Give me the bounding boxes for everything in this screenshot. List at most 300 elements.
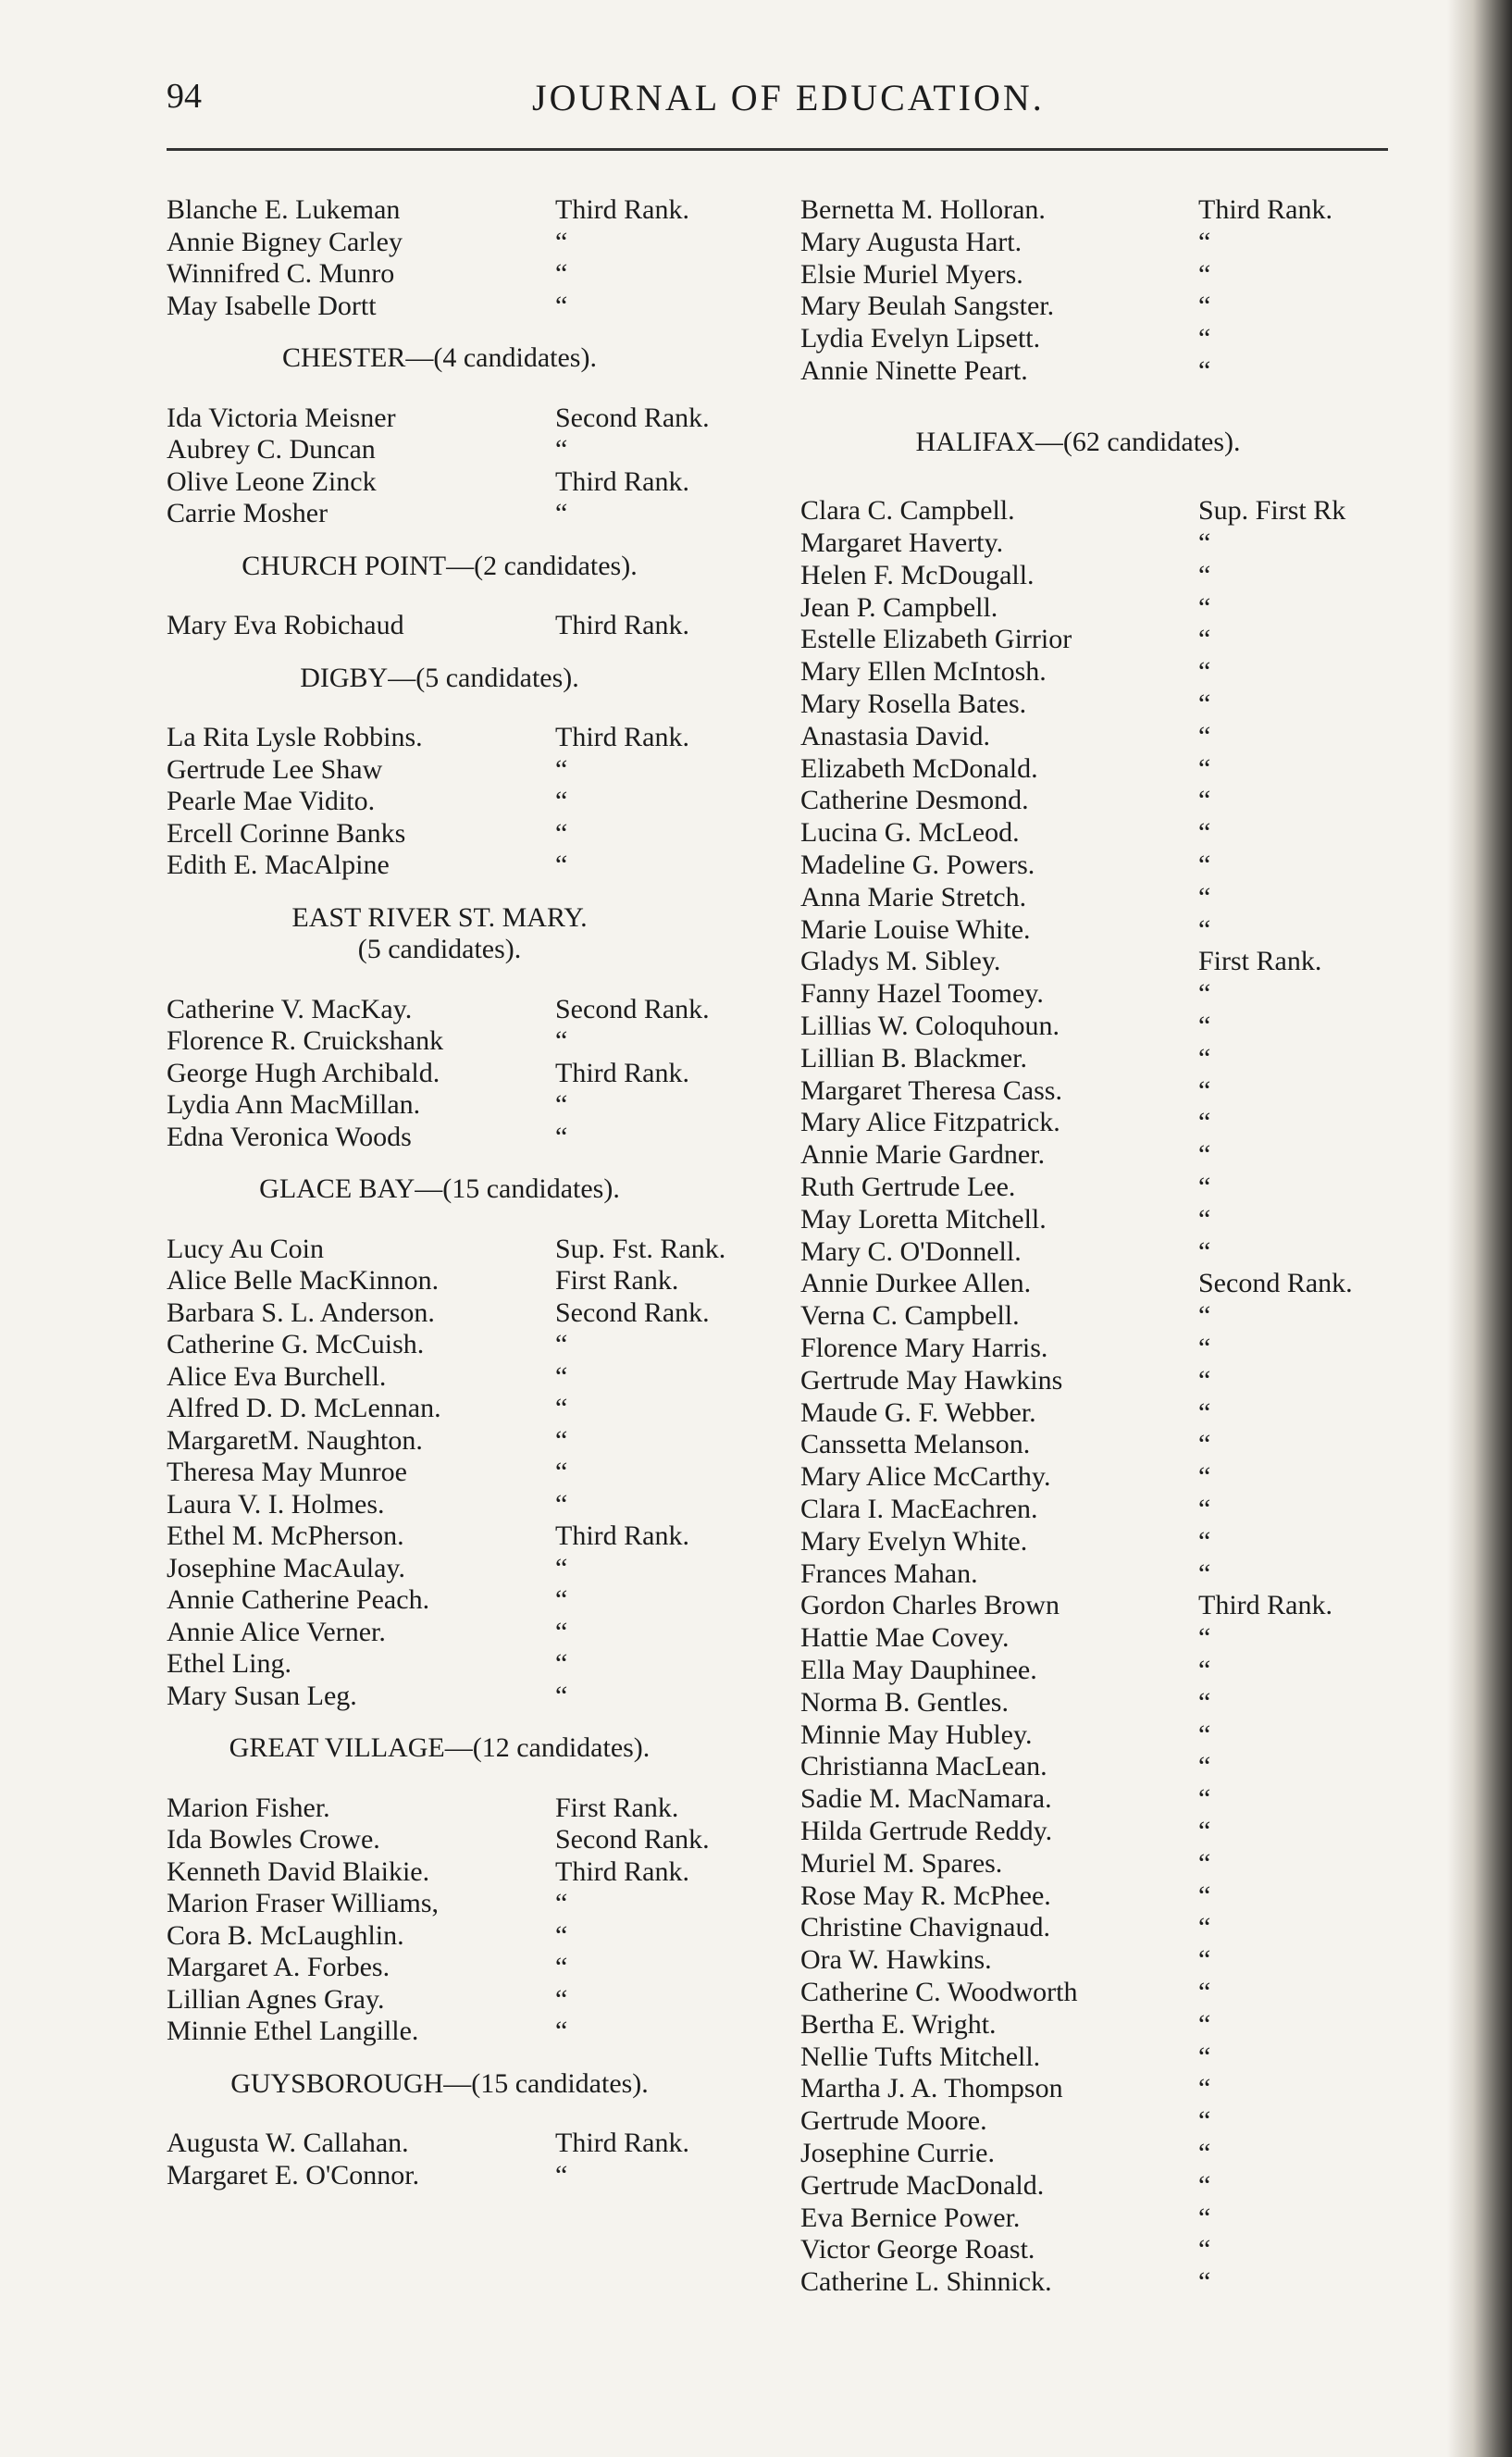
candidate-row <box>800 1944 1411 1977</box>
header-rule <box>167 148 1388 151</box>
candidate-row <box>800 1880 1411 1913</box>
candidate-name: Gordon Charles Brown <box>800 1590 1060 1621</box>
candidate-row <box>800 1204 1411 1236</box>
ditto-mark: “ <box>1198 2073 1211 2104</box>
ditto-mark: “ <box>1198 1880 1211 1911</box>
candidate-row <box>800 1429 1411 1461</box>
candidate-name: Frances Mahan. <box>800 1557 978 1589</box>
candidate-row <box>167 850 768 882</box>
candidate-row <box>167 498 768 530</box>
candidate-name: Blanche E. Lukeman <box>167 194 401 225</box>
candidate-name: Olive Leone Zinck <box>167 465 377 497</box>
candidate-name: Mary Eva Robichaud <box>167 610 404 640</box>
ditto-mark: “ <box>1198 1429 1211 1460</box>
candidate-name: Augusta W. Callahan. <box>167 2128 409 2158</box>
page-header <box>167 76 1388 131</box>
section-heading <box>167 663 768 695</box>
ditto-mark: “ <box>1198 591 1211 623</box>
candidate-name: Lucy Au Coin <box>167 1233 324 1264</box>
candidate-row <box>800 1107 1411 1139</box>
candidate-name: Muriel M. Spares. <box>800 1847 1003 1879</box>
ditto-mark: “ <box>1198 258 1211 290</box>
candidate-name: Laura V. I. Holmes. <box>167 1488 385 1520</box>
ditto-mark: “ <box>555 1952 568 1982</box>
ditto-mark: “ <box>555 1552 568 1583</box>
candidate-name: Lydia Evelyn Lipsett. <box>800 323 1041 354</box>
candidate-name: Ercell Corinne Banks <box>167 817 406 849</box>
section-heading <box>167 2068 768 2101</box>
ditto-mark: “ <box>1198 2266 1211 2298</box>
candidate-name: Anna Marie Stretch. <box>800 881 1027 912</box>
ditto-mark: “ <box>555 1360 568 1392</box>
candidate-row <box>167 403 768 435</box>
ditto-mark: “ <box>1198 226 1211 257</box>
candidate-name: Hattie Mae Covey. <box>800 1622 1010 1654</box>
ditto-mark: “ <box>1198 1912 1211 1943</box>
candidate-row <box>167 1617 768 1649</box>
candidate-row <box>800 2105 1411 2138</box>
ditto-mark: “ <box>1198 850 1211 881</box>
ditto-mark: “ <box>555 1616 568 1647</box>
candidate-name: Ethel M. McPherson. <box>167 1520 404 1551</box>
candidate-name: MargaretM. Naughton. <box>167 1424 423 1456</box>
candidate-row <box>800 978 1411 1011</box>
candidate-name: Ida Victoria Meisner <box>167 402 396 433</box>
candidate-row <box>167 1888 768 1920</box>
candidate-name: Margaret Haverty. <box>800 527 1004 559</box>
candidate-name: Madeline G. Powers. <box>800 850 1035 881</box>
candidate-row <box>167 1025 768 1058</box>
ditto-mark: “ <box>1198 1139 1211 1171</box>
ditto-mark: “ <box>555 850 568 880</box>
ditto-mark: “ <box>1198 2041 1211 2072</box>
candidate-row <box>167 1648 768 1681</box>
ditto-mark: “ <box>555 753 568 785</box>
candidate-name: Norma B. Gentles. <box>800 1686 1009 1718</box>
candidate-name: Jean P. Campbell. <box>800 591 998 623</box>
ditto-mark: “ <box>1198 1719 1211 1750</box>
candidate-name: Gertrude Moore. <box>800 2105 987 2137</box>
ditto-mark: “ <box>1198 1300 1211 1332</box>
section-title: GLACE BAY—(15 candidates). <box>259 1173 620 1204</box>
section-heading <box>167 902 768 966</box>
candidate-name: Lucina G. McLeod. <box>800 817 1020 849</box>
candidate-row <box>800 914 1411 947</box>
ditto-mark: “ <box>1198 1815 1211 1846</box>
candidate-row <box>800 882 1411 914</box>
candidate-name: Margaret Theresa Cass. <box>800 1074 1062 1106</box>
candidate-name: Lillian Agnes Gray. <box>167 1983 385 2015</box>
ditto-mark: “ <box>1198 1011 1211 1042</box>
candidate-row <box>800 259 1411 292</box>
section-heading <box>167 342 768 375</box>
candidate-name: May Loretta Mitchell. <box>800 1203 1047 1235</box>
ditto-mark: “ <box>555 1424 568 1456</box>
candidate-name: Sadie M. MacNamara. <box>800 1783 1052 1815</box>
candidate-name: Kenneth David Blaikie. <box>167 1855 430 1887</box>
candidate-row <box>167 1984 768 2016</box>
candidate-name: Minnie Ethel Langille. <box>167 2016 419 2046</box>
ditto-mark: “ <box>1198 2008 1211 2040</box>
candidate-row <box>167 227 768 259</box>
candidate-row <box>167 1089 768 1122</box>
candidate-name: Ruth Gertrude Lee. <box>800 1172 1016 1203</box>
candidate-rank: Third Rank. <box>555 610 689 640</box>
candidate-row <box>800 2266 1411 2299</box>
ditto-mark: “ <box>1198 1042 1211 1073</box>
candidate-name: George Hugh Archibald. <box>167 1057 440 1088</box>
candidate-name: Clara C. Campbell. <box>800 495 1015 527</box>
candidate-row <box>800 1848 1411 1880</box>
candidate-row <box>800 1977 1411 2009</box>
candidate-row <box>167 1425 768 1458</box>
candidate-name: Florence R. Cruickshank <box>167 1025 444 1056</box>
candidate-name: Florence Mary Harris. <box>800 1333 1048 1363</box>
candidate-rank: Third Rank. <box>1198 194 1332 225</box>
candidate-name: Canssetta Melanson. <box>800 1429 1031 1460</box>
candidate-rank: Third Rank. <box>555 1855 689 1887</box>
ditto-mark: “ <box>555 1089 568 1120</box>
section-heading <box>167 1732 768 1765</box>
candidate-name: Gertrude May Hawkins <box>800 1364 1063 1396</box>
candidate-row <box>800 1783 1411 1816</box>
candidate-row <box>800 291 1411 323</box>
candidate-name: Pearle Mae Vidito. <box>167 786 376 816</box>
candidate-name: Fanny Hazel Toomey. <box>800 978 1044 1010</box>
candidate-row <box>167 1681 768 1713</box>
candidate-rank: Second Rank. <box>1198 1268 1353 1299</box>
ditto-mark: “ <box>555 2016 568 2046</box>
candidate-row <box>800 817 1411 850</box>
candidate-rank: Second Rank. <box>555 1297 710 1328</box>
candidate-name: Victor George Roast. <box>800 2234 1035 2265</box>
ditto-mark: “ <box>1198 720 1211 751</box>
candidate-name: Winnifred C. Munro <box>167 258 395 289</box>
candidate-name: Marie Louise White. <box>800 913 1031 945</box>
candidate-row <box>167 1793 768 1825</box>
candidate-name: Mary C. O'Donnell. <box>800 1235 1022 1267</box>
section-title: GREAT VILLAGE—(12 candidates). <box>229 1732 651 1763</box>
candidate-row <box>800 1751 1411 1783</box>
candidate-row <box>800 355 1411 388</box>
ditto-mark: “ <box>1198 1783 1211 1815</box>
candidate-name: Maude G. F. Webber. <box>800 1396 1036 1428</box>
candidate-row <box>167 258 768 291</box>
candidate-name: Catherine C. Woodworth <box>800 1976 1078 2007</box>
ditto-mark: “ <box>1198 354 1211 386</box>
candidate-row <box>800 2041 1411 2074</box>
ditto-mark: “ <box>1198 1493 1211 1524</box>
candidate-name: Christine Chavignaud. <box>800 1912 1050 1943</box>
candidate-name: Carrie Mosher <box>167 498 328 528</box>
candidate-row <box>167 1393 768 1425</box>
candidate-name: Catherine Desmond. <box>800 785 1029 816</box>
ditto-mark: “ <box>555 1680 568 1711</box>
candidate-name: Theresa May Munroe <box>167 1457 407 1487</box>
candidate-row <box>800 1075 1411 1108</box>
candidate-name: Ella May Dauphinee. <box>800 1654 1037 1685</box>
candidate-row <box>800 2234 1411 2266</box>
candidate-name: Martha J. A. Thompson <box>800 2073 1063 2104</box>
candidate-row <box>800 592 1411 625</box>
ditto-mark: “ <box>1198 1751 1211 1782</box>
candidate-row <box>800 1558 1411 1591</box>
candidate-rank: Sup. Fst. Rank. <box>555 1233 726 1264</box>
ditto-mark: “ <box>555 1919 568 1951</box>
candidate-row <box>800 1687 1411 1719</box>
candidate-name: Mary Alice McCarthy. <box>800 1461 1051 1493</box>
candidate-row <box>167 1361 768 1394</box>
candidate-rank: Third Rank. <box>555 1520 689 1551</box>
candidate-row <box>167 1520 768 1553</box>
scan-shadow-edge <box>1447 0 1512 2457</box>
candidate-row <box>800 753 1411 786</box>
ditto-mark: “ <box>1198 881 1211 912</box>
candidate-name: Josephine Currie. <box>800 2137 995 2168</box>
candidate-row <box>167 722 768 754</box>
candidate-row <box>167 434 768 466</box>
candidate-name: Alfred D. D. McLennan. <box>167 1393 441 1423</box>
candidate-name: Mary Beulah Sangster. <box>800 291 1055 322</box>
section-heading <box>167 1173 768 1206</box>
section-title: CHESTER—(4 candidates). <box>282 342 597 373</box>
ditto-mark: “ <box>1198 1622 1211 1654</box>
candidate-name: Christianna MacLean. <box>800 1751 1047 1782</box>
right-column <box>800 194 1411 2299</box>
candidate-name: Gladys M. Sibley. <box>800 946 1001 977</box>
candidate-rank: Second Rank. <box>555 993 710 1024</box>
candidate-name: Ida Bowles Crowe. <box>167 1824 380 1855</box>
ditto-mark: “ <box>1198 1333 1211 1363</box>
candidate-name: Josephine MacAulay. <box>167 1552 405 1583</box>
candidate-row <box>167 466 768 499</box>
candidate-name: Mary Rosella Bates. <box>800 689 1027 720</box>
candidate-name: Nellie Tufts Mitchell. <box>800 2041 1041 2072</box>
candidate-row <box>800 946 1411 978</box>
ditto-mark: “ <box>1198 1172 1211 1203</box>
left-column <box>167 194 768 2191</box>
candidate-name: Annie Ninette Peart. <box>800 354 1028 386</box>
candidate-name: Marion Fisher. <box>167 1792 330 1823</box>
candidate-name: Mary Alice Fitzpatrick. <box>800 1107 1060 1138</box>
candidate-name: Ethel Ling. <box>167 1648 291 1679</box>
candidate-row <box>800 1461 1411 1494</box>
candidate-row <box>167 754 768 787</box>
ditto-mark: “ <box>555 1584 568 1615</box>
candidate-rank: Third Rank. <box>1198 1590 1332 1621</box>
candidate-name: Rose May R. McPhee. <box>800 1880 1051 1911</box>
candidate-rank: First Rank. <box>555 1265 679 1296</box>
candidate-name: Alice Belle MacKinnon. <box>167 1265 440 1296</box>
candidate-name: Clara I. MacEachren. <box>800 1493 1038 1524</box>
ditto-mark: “ <box>555 1648 568 1679</box>
candidate-name: Alice Eva Burchell. <box>167 1360 387 1392</box>
ditto-mark: “ <box>1198 527 1211 559</box>
candidate-name: Margaret A. Forbes. <box>167 1952 390 1982</box>
ditto-mark: “ <box>1198 1396 1211 1428</box>
ditto-mark: “ <box>555 1983 568 2015</box>
candidate-row <box>167 1553 768 1585</box>
ditto-mark: “ <box>1198 689 1211 720</box>
candidate-row <box>167 1920 768 1953</box>
candidate-row <box>167 2128 768 2160</box>
ditto-mark: “ <box>1198 291 1211 322</box>
candidate-row <box>800 1333 1411 1365</box>
candidate-name: Barbara S. L. Anderson. <box>167 1297 435 1328</box>
ditto-mark: “ <box>555 226 568 257</box>
candidate-name: Annie Durkee Allen. <box>800 1268 1032 1299</box>
candidate-row <box>800 850 1411 882</box>
candidate-row <box>800 495 1411 527</box>
candidate-name: Mary Ellen McIntosh. <box>800 656 1047 688</box>
candidate-name: Gertrude Lee Shaw <box>167 753 383 785</box>
ditto-mark: “ <box>555 1888 568 1918</box>
ditto-mark: “ <box>1198 1944 1211 1976</box>
page-number: 94 <box>167 77 202 116</box>
candidate-row <box>800 1300 1411 1333</box>
candidate-name: May Isabelle Dortt <box>167 290 377 321</box>
candidate-name: Elizabeth McDonald. <box>800 752 1038 784</box>
candidate-row <box>167 1457 768 1489</box>
ditto-mark: “ <box>555 2159 568 2190</box>
candidate-row <box>800 2073 1411 2105</box>
ditto-mark: “ <box>1198 1203 1211 1235</box>
candidate-name: Mary Evelyn White. <box>800 1525 1028 1557</box>
ditto-mark: “ <box>1198 1654 1211 1685</box>
candidate-row <box>800 1494 1411 1526</box>
candidate-row <box>800 227 1411 259</box>
candidate-row <box>167 1234 768 1266</box>
ditto-mark: “ <box>1198 2105 1211 2137</box>
candidate-row <box>800 656 1411 689</box>
candidate-name: Lillian B. Blackmer. <box>800 1042 1027 1073</box>
ditto-mark: “ <box>555 1121 568 1152</box>
candidate-name: Catherine V. MacKay. <box>167 993 413 1024</box>
candidate-name: Cora B. McLaughlin. <box>167 1919 404 1951</box>
candidate-name: Minnie May Hubley. <box>800 1719 1033 1750</box>
ditto-mark: “ <box>1198 559 1211 590</box>
candidate-row <box>800 721 1411 753</box>
ditto-mark: “ <box>555 817 568 849</box>
ditto-mark: “ <box>1198 323 1211 354</box>
journal-title: JOURNAL OF EDUCATION. <box>532 77 1045 118</box>
ditto-mark: “ <box>555 1457 568 1487</box>
candidate-row <box>167 1489 768 1521</box>
candidate-row <box>800 1655 1411 1687</box>
candidate-name: Mary Augusta Hart. <box>800 226 1022 257</box>
candidate-name: Margaret E. O'Connor. <box>167 2159 420 2190</box>
section-heading <box>167 551 768 583</box>
candidate-name: Gertrude MacDonald. <box>800 2169 1045 2201</box>
candidate-row <box>800 2009 1411 2041</box>
candidate-name: Catherine L. Shinnick. <box>800 2266 1052 2298</box>
candidate-row <box>800 1622 1411 1655</box>
ditto-mark: “ <box>1198 624 1211 655</box>
ditto-mark: “ <box>1198 913 1211 945</box>
candidate-rank: First Rank. <box>1198 946 1322 977</box>
candidate-name: Lillias W. Coloquhoun. <box>800 1011 1060 1042</box>
candidate-row <box>800 323 1411 355</box>
candidate-row <box>167 2016 768 2048</box>
candidate-name: La Rita Lysle Robbins. <box>167 722 423 752</box>
candidate-row <box>167 1952 768 1984</box>
candidate-row <box>800 1268 1411 1300</box>
ditto-mark: “ <box>555 1329 568 1359</box>
section-title: CHURCH POINT—(2 candidates). <box>242 550 638 581</box>
candidate-row <box>800 1912 1411 1944</box>
ditto-mark: “ <box>1198 1847 1211 1879</box>
ditto-mark: “ <box>1198 1235 1211 1267</box>
ditto-mark: “ <box>1198 2137 1211 2168</box>
candidate-row <box>167 994 768 1026</box>
ditto-mark: “ <box>555 1393 568 1423</box>
candidate-name: Elsie Muriel Myers. <box>800 258 1023 290</box>
candidate-row <box>800 1397 1411 1430</box>
section-subtitle: (5 candidates). <box>357 934 522 964</box>
section-title: GUYSBOROUGH—(15 candidates). <box>230 2067 649 2099</box>
ditto-mark: “ <box>1198 1557 1211 1589</box>
candidate-row <box>800 785 1411 817</box>
candidate-row <box>167 194 768 227</box>
candidate-name: Catherine G. McCuish. <box>167 1329 425 1359</box>
candidate-name: Verna C. Campbell. <box>800 1300 1020 1332</box>
candidate-name: Edna Veronica Woods <box>167 1121 412 1152</box>
candidate-row <box>167 2160 768 2192</box>
candidate-row <box>800 1043 1411 1075</box>
ditto-mark: “ <box>1198 1074 1211 1106</box>
candidate-rank: Third Rank. <box>555 722 689 752</box>
candidate-row <box>800 1816 1411 1848</box>
candidate-name: Annie Catherine Peach. <box>167 1584 430 1615</box>
candidate-row <box>800 1172 1411 1204</box>
candidate-row <box>800 1526 1411 1558</box>
candidate-row <box>800 689 1411 721</box>
ditto-mark: “ <box>555 1025 568 1056</box>
candidate-name: Eva Bernice Power. <box>800 2202 1021 2233</box>
candidate-name: Annie Bigney Carley <box>167 226 403 257</box>
ditto-mark: “ <box>1198 817 1211 849</box>
candidate-row <box>167 1265 768 1297</box>
candidate-name: Annie Alice Verner. <box>167 1616 386 1647</box>
candidate-row <box>167 1297 768 1330</box>
candidate-rank: Third Rank. <box>555 2128 689 2158</box>
candidate-row <box>167 818 768 850</box>
ditto-mark: “ <box>1198 785 1211 816</box>
ditto-mark: “ <box>555 434 568 465</box>
ditto-mark: “ <box>1198 752 1211 784</box>
candidate-row <box>167 1856 768 1889</box>
candidate-row <box>800 2138 1411 2170</box>
candidate-name: Bertha E. Wright. <box>800 2008 997 2040</box>
ditto-mark: “ <box>555 258 568 289</box>
candidate-row <box>167 1584 768 1617</box>
ditto-mark: “ <box>555 1488 568 1520</box>
ditto-mark: “ <box>1198 1461 1211 1493</box>
candidate-name: Annie Marie Gardner. <box>800 1139 1046 1171</box>
ditto-mark: “ <box>1198 2169 1211 2201</box>
candidate-name: Ora W. Hawkins. <box>800 1944 992 1976</box>
section-heading <box>800 427 1411 459</box>
ditto-mark: “ <box>555 290 568 321</box>
candidate-row <box>167 1824 768 1856</box>
candidate-row <box>800 194 1411 227</box>
candidate-row <box>167 1329 768 1361</box>
candidate-name: Aubrey C. Duncan <box>167 434 376 465</box>
candidate-rank: Third Rank. <box>555 194 689 225</box>
candidate-row <box>800 2170 1411 2203</box>
candidate-row <box>800 624 1411 656</box>
candidate-name: Anastasia David. <box>800 720 990 751</box>
